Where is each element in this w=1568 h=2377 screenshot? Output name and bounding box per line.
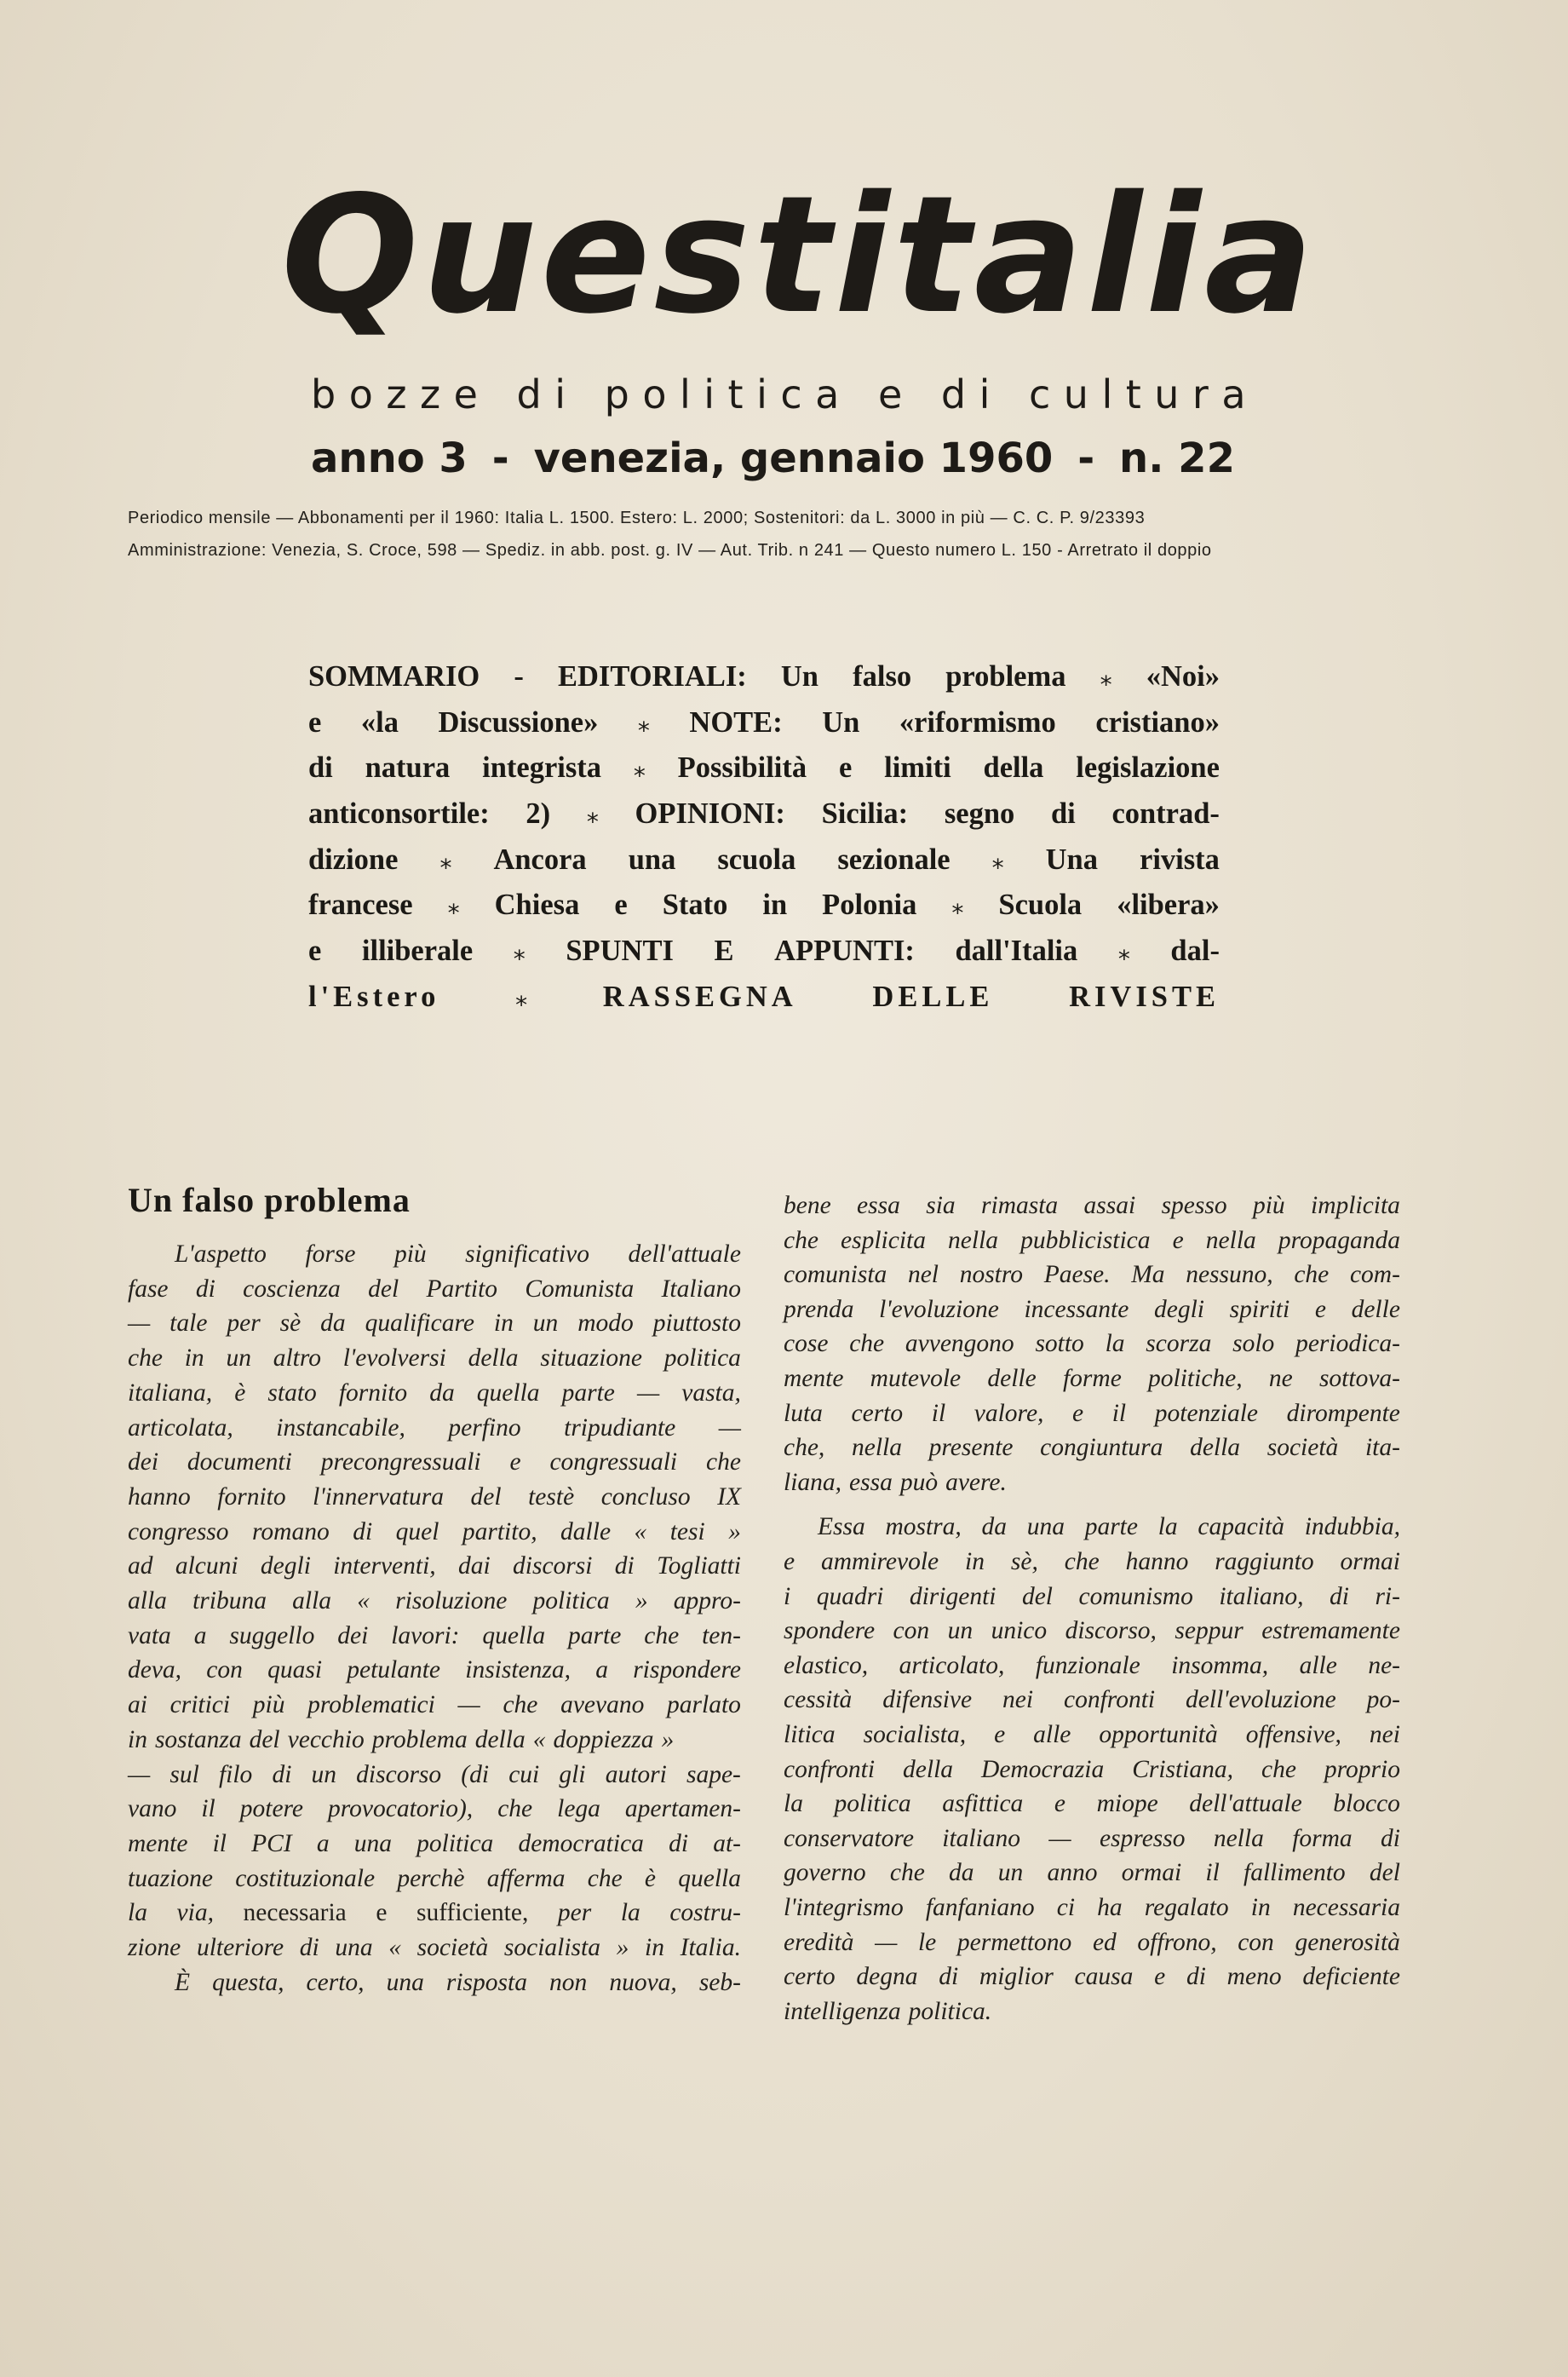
summary-word: rivista bbox=[1140, 843, 1220, 876]
summary-word: 2) bbox=[526, 797, 551, 831]
separator-asterisk: ⁎ bbox=[513, 937, 526, 966]
summary-word: Una bbox=[1045, 843, 1098, 876]
issue-line bbox=[311, 435, 1235, 482]
summary-word: Chiesa bbox=[494, 889, 580, 922]
article-line: cose che avvengono sotto la scorza solo periodica- bbox=[784, 1330, 1400, 1358]
separator-asterisk: ⁎ bbox=[447, 891, 460, 920]
summary-word: - bbox=[514, 660, 524, 693]
summary-word: limiti bbox=[884, 751, 951, 785]
separator-asterisk: ⁎ bbox=[586, 800, 599, 829]
summary-word: dal- bbox=[1170, 935, 1220, 968]
summary-word: problema bbox=[945, 660, 1066, 693]
separator-asterisk: ⁎ bbox=[951, 891, 964, 920]
article-line: confronti della Democrazia Cristiana, che proprio bbox=[784, 1755, 1400, 1783]
article-line: l'integrismo fanfaniano ci ha regalato in necessaria bbox=[784, 1894, 1400, 1921]
issue-number: n. 22 bbox=[1119, 435, 1235, 482]
summary-word: Polonia bbox=[822, 889, 917, 922]
separator-asterisk: ⁎ bbox=[1117, 937, 1130, 966]
summary-line bbox=[308, 745, 1220, 791]
article-line: dei documenti precongressuali e congressuali che bbox=[128, 1448, 741, 1476]
article-line: spondere con un unico discorso, seppur estremamente bbox=[784, 1617, 1400, 1645]
article-line: — sul filo di un discorso (di cui gli autori sape- bbox=[128, 1760, 741, 1788]
summary-line bbox=[308, 883, 1220, 929]
article-line: e ammirevole in sè, che hanno raggiunto ormai bbox=[784, 1548, 1400, 1575]
article-line: in sostanza del vecchio problema della « doppiezza » bbox=[128, 1725, 675, 1753]
summary-line bbox=[308, 975, 1220, 1021]
summary-word: e bbox=[614, 889, 628, 922]
summary-word: APPUNTI: bbox=[774, 935, 915, 968]
summary-word: Sicilia: bbox=[821, 797, 909, 831]
summary-word: Un bbox=[822, 705, 860, 739]
issue-separator: - bbox=[491, 435, 509, 482]
summary-word: illiberale bbox=[361, 935, 474, 968]
masthead-subtitle: bozze di politica e di cultura bbox=[311, 371, 1260, 417]
summary-word: E bbox=[714, 935, 734, 968]
summary-word: sezionale bbox=[837, 843, 951, 876]
article-line: tuazione costituzionale perchè afferma che è quella bbox=[128, 1864, 741, 1892]
separator-asterisk: ⁎ bbox=[515, 982, 528, 1011]
summary-word: DELLE bbox=[872, 980, 994, 1013]
article-line: comunista nel nostro Paese. Ma nessuno, che com- bbox=[784, 1261, 1400, 1289]
summary-word: falso bbox=[853, 660, 912, 693]
summary-word: natura bbox=[365, 751, 451, 785]
article-line: luta certo il valore, e il potenziale dirompente bbox=[784, 1399, 1400, 1427]
summary-word: contrad- bbox=[1111, 797, 1220, 831]
article-line: — tale per sè da qualificare in un modo piuttosto bbox=[128, 1309, 741, 1338]
article-line: bene essa sia rimasta assai spesso più implicita bbox=[784, 1192, 1400, 1219]
article-line: elastico, articolato, funzionale insomma, alle ne- bbox=[784, 1651, 1400, 1679]
article-line: vata a suggello dei lavori: quella parte che ten- bbox=[128, 1621, 741, 1649]
summary-word: e bbox=[308, 705, 322, 739]
summary-word: legislazione bbox=[1076, 751, 1220, 785]
summary-word: OPINIONI: bbox=[635, 797, 785, 831]
separator-asterisk: ⁎ bbox=[637, 708, 650, 737]
summary-line bbox=[308, 654, 1220, 700]
summary-word: anticonsortile: bbox=[308, 797, 490, 831]
summary-word: Scuola bbox=[998, 889, 1083, 922]
summary-word: «riformismo bbox=[899, 705, 1056, 739]
article-line: articolata, instancabile, perfino tripudiante — bbox=[128, 1413, 741, 1442]
masthead-title: Questitalia bbox=[281, 161, 1318, 349]
article-line: i quadri dirigenti del comunismo italiano, di ri- bbox=[784, 1582, 1400, 1610]
summary-word: Ancora bbox=[493, 843, 587, 876]
article-line: ai critici più problematici — che avevano parlato bbox=[128, 1691, 741, 1719]
article-line: certo degna di miglior causa e di meno deficiente bbox=[784, 1963, 1400, 1991]
article-line: che esplicita nella pubblicistica e nella propaganda bbox=[784, 1226, 1400, 1254]
summary-word: RASSEGNA bbox=[602, 980, 797, 1013]
article-line: L'aspetto forse più significativo dell'attuale bbox=[175, 1240, 741, 1268]
administration-info: Amministrazione: Venezia, S. Croce, 598 — Spediz. in abb. post. g. IV — Aut. Trib. n 241 — Questo numero L. 150 - Arretrato il doppio bbox=[128, 541, 1212, 560]
article-line: eredità — le permettono ed offrono, con generosità bbox=[784, 1928, 1400, 1956]
separator-asterisk: ⁎ bbox=[439, 845, 452, 874]
summary-word: EDITORIALI: bbox=[558, 660, 747, 693]
summary-word: una bbox=[628, 843, 676, 876]
article-line: ad alcuni degli interventi, dai discorsi di Togliatti bbox=[128, 1552, 741, 1580]
summary-word: cristiano» bbox=[1095, 705, 1220, 739]
table-of-contents bbox=[308, 654, 1220, 1021]
summary-word: NOTE: bbox=[689, 705, 783, 739]
issue-separator: - bbox=[1077, 435, 1095, 482]
article-line: vano il potere provocatorio), che lega apertamen- bbox=[128, 1795, 741, 1823]
article-line: italiana, è stato fornito da quella parte — vasta, bbox=[128, 1378, 741, 1407]
summary-word: in bbox=[762, 889, 788, 922]
summary-word: francese bbox=[308, 889, 413, 922]
article-line: prenda l'evoluzione incessante degli spiriti e delle bbox=[784, 1295, 1400, 1323]
summary-word: segno bbox=[944, 797, 1015, 831]
summary-word: Discussione» bbox=[438, 705, 599, 739]
summary-word: SOMMARIO bbox=[308, 660, 480, 693]
summary-word: «Noi» bbox=[1146, 660, 1220, 693]
summary-word: «libera» bbox=[1117, 889, 1220, 922]
article-line: liana, essa può avere. bbox=[784, 1468, 1007, 1496]
summary-line bbox=[308, 929, 1220, 975]
summary-word: l'Estero bbox=[308, 980, 440, 1013]
summary-word: e bbox=[308, 935, 322, 968]
summary-word: RIVISTE bbox=[1069, 980, 1220, 1013]
summary-word: scuola bbox=[717, 843, 796, 876]
summary-line bbox=[308, 837, 1220, 883]
separator-asterisk: ⁎ bbox=[633, 754, 646, 783]
article-line: fase di coscienza del Partito Comunista Italiano bbox=[128, 1275, 741, 1303]
article-line: la politica asfittica e miope dell'attuale blocco bbox=[784, 1790, 1400, 1818]
summary-word: e bbox=[838, 751, 853, 785]
article-line: Essa mostra, da una parte la capacità indubbia, bbox=[818, 1513, 1400, 1541]
article-line: conservatore italiano — espresso nella forma di bbox=[784, 1824, 1400, 1852]
article-line: mente il PCI a una politica democratica di at- bbox=[128, 1829, 741, 1857]
article-line: deva, con quasi petulante insistenza, a rispondere bbox=[128, 1656, 741, 1684]
summary-word: integrista bbox=[482, 751, 602, 785]
summary-word: Possibilità bbox=[677, 751, 807, 785]
article-line: cessità difensive nei confronti dell'evoluzione po- bbox=[784, 1686, 1400, 1714]
summary-line bbox=[308, 791, 1220, 837]
article-line: congresso romano di quel partito, dalle « tesi » bbox=[128, 1517, 741, 1545]
article-line: che, nella presente congiuntura della società ita- bbox=[784, 1434, 1400, 1462]
summary-word: «la bbox=[360, 705, 399, 739]
summary-word: Stato bbox=[662, 889, 728, 922]
separator-asterisk: ⁎ bbox=[1100, 663, 1112, 691]
summary-word: dall'Italia bbox=[955, 935, 1078, 968]
article-line: che in un altro l'evolversi della situazione politica bbox=[128, 1344, 741, 1373]
summary-line bbox=[308, 700, 1220, 746]
article-line: governo che da un anno ormai il fallimento del bbox=[784, 1859, 1400, 1887]
article-line: zione ulteriore di una « società socialista » in Italia. bbox=[128, 1934, 741, 1961]
subscription-info: Periodico mensile — Abbonamenti per il 1960: Italia L. 1500. Estero: L. 2000; Sostenitori: da L. 3000 in più — C. C. P. 9/23393 bbox=[128, 509, 1146, 527]
summary-word: di bbox=[1050, 797, 1076, 831]
summary-word: dizione bbox=[308, 843, 399, 876]
article-title: Un falso problema bbox=[128, 1181, 411, 1219]
article-line: la via, necessaria e sufficiente, per la costru- bbox=[128, 1899, 741, 1927]
issue-place-date: venezia, gennaio 1960 bbox=[533, 435, 1054, 482]
issue-year: anno 3 bbox=[311, 435, 468, 482]
summary-word: Un bbox=[780, 660, 818, 693]
summary-word: della bbox=[983, 751, 1044, 785]
article-line: È questa, certo, una risposta non nuova, seb- bbox=[175, 1968, 741, 1996]
article-line: alla tribuna alla « risoluzione politica » appro- bbox=[128, 1587, 741, 1614]
article-line: litica socialista, e alle opportunità offensive, nei bbox=[784, 1721, 1400, 1748]
separator-asterisk: ⁎ bbox=[991, 845, 1004, 874]
article-line: intelligenza politica. bbox=[784, 1997, 992, 2025]
article-line: hanno fornito l'innervatura del testè concluso IX bbox=[128, 1482, 741, 1511]
summary-word: di bbox=[308, 751, 333, 785]
summary-word: SPUNTI bbox=[566, 935, 674, 968]
article-line: mente mutevole delle forme politiche, ne sottova- bbox=[784, 1365, 1400, 1392]
